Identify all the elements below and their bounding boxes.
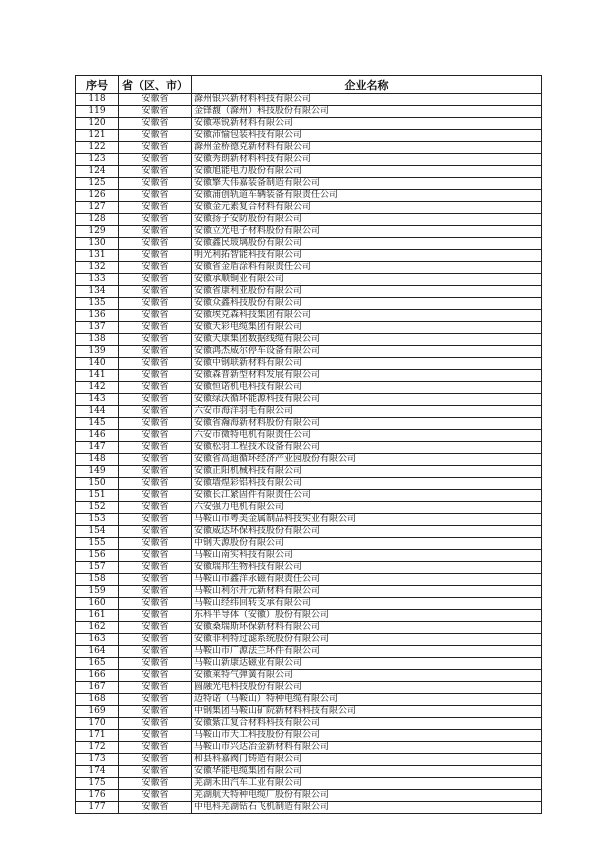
- row-province: 安徽省: [119, 430, 192, 442]
- row-serial-number: 140: [76, 358, 119, 370]
- row-serial-number: 158: [76, 574, 119, 586]
- row-serial-number: 153: [76, 514, 119, 526]
- row-company-name: 安徽省高迪循环经济产业园股份有限公司: [192, 454, 542, 466]
- row-company-name: 安徽众鑫科技股份有限公司: [192, 298, 542, 310]
- row-serial-number: 165: [76, 658, 119, 670]
- table-row: [76, 718, 542, 730]
- row-serial-number: 177: [76, 802, 119, 814]
- table-row: [76, 178, 542, 190]
- row-serial-number: 123: [76, 154, 119, 166]
- row-company-name: 马鞍山新康达磁业有限公司: [192, 658, 542, 670]
- table-row: [76, 142, 542, 154]
- row-province: 安徽省: [119, 394, 192, 406]
- table-row: [76, 790, 542, 802]
- table-row: [76, 670, 542, 682]
- row-serial-number: 170: [76, 718, 119, 730]
- row-company-name: 安徽擎天伟嘉装备制造有限公司: [192, 178, 542, 190]
- row-company-name: 马鞍山市天工科技股份有限公司: [192, 730, 542, 742]
- table-row: [76, 514, 542, 526]
- row-serial-number: 172: [76, 742, 119, 754]
- table-row: [76, 334, 542, 346]
- row-serial-number: 166: [76, 670, 119, 682]
- row-province: 安徽省: [119, 118, 192, 130]
- row-province: 安徽省: [119, 106, 192, 118]
- row-province: 安徽省: [119, 634, 192, 646]
- row-company-name: 安徽埃克森科技集团有限公司: [192, 310, 542, 322]
- row-serial-number: 157: [76, 562, 119, 574]
- row-serial-number: 142: [76, 382, 119, 394]
- table-row: [76, 370, 542, 382]
- row-province: 安徽省: [119, 166, 192, 178]
- row-company-name: 安徽绿沃循环能源科技有限公司: [192, 394, 542, 406]
- table-row: [76, 526, 542, 538]
- row-province: 安徽省: [119, 466, 192, 478]
- table-row: [76, 430, 542, 442]
- row-serial-number: 167: [76, 682, 119, 694]
- row-province: 安徽省: [119, 526, 192, 538]
- row-serial-number: 152: [76, 502, 119, 514]
- table-row: [76, 310, 542, 322]
- table-row: [76, 238, 542, 250]
- row-serial-number: 175: [76, 778, 119, 790]
- table-row: [76, 130, 542, 142]
- table-row: [76, 418, 542, 430]
- table-row: [76, 286, 542, 298]
- row-company-name: 滁州银兴新材料科技有限公司: [192, 94, 542, 106]
- table-row: [76, 106, 542, 118]
- row-serial-number: 176: [76, 790, 119, 802]
- row-province: 安徽省: [119, 766, 192, 778]
- row-province: 安徽省: [119, 742, 192, 754]
- table-row: [76, 658, 542, 670]
- row-serial-number: 163: [76, 634, 119, 646]
- header-serial-number: 序号: [76, 76, 119, 94]
- row-province: 安徽省: [119, 586, 192, 598]
- table-row: [76, 706, 542, 718]
- row-company-name: 安徽松羽工程技术设备有限公司: [192, 442, 542, 454]
- row-serial-number: 121: [76, 130, 119, 142]
- table-row: [76, 298, 542, 310]
- row-province: 安徽省: [119, 358, 192, 370]
- row-serial-number: 161: [76, 610, 119, 622]
- row-province: 安徽省: [119, 682, 192, 694]
- row-company-name: 安徽省金盾涂料有限责任公司: [192, 262, 542, 274]
- row-province: 安徽省: [119, 142, 192, 154]
- table-row: [76, 538, 542, 550]
- row-province: 安徽省: [119, 538, 192, 550]
- row-company-name: 马鞍山南实科技有限公司: [192, 550, 542, 562]
- row-province: 安徽省: [119, 286, 192, 298]
- row-province: 安徽省: [119, 490, 192, 502]
- table-row: [76, 394, 542, 406]
- table-row: [76, 274, 542, 286]
- table-row: [76, 382, 542, 394]
- row-serial-number: 149: [76, 466, 119, 478]
- row-province: 安徽省: [119, 274, 192, 286]
- row-serial-number: 139: [76, 346, 119, 358]
- table-row: [76, 154, 542, 166]
- row-company-name: 安徽浦创轨道车辆装备有限责任公司: [192, 190, 542, 202]
- table-row: [76, 550, 542, 562]
- row-company-name: 和县科嘉阀门铸造有限公司: [192, 754, 542, 766]
- row-serial-number: 118: [76, 94, 119, 106]
- row-company-name: 马鞍山市兴达冶金新材料有限公司: [192, 742, 542, 754]
- row-serial-number: 132: [76, 262, 119, 274]
- row-province: 安徽省: [119, 214, 192, 226]
- row-serial-number: 143: [76, 394, 119, 406]
- row-company-name: 马鞍山利尔开元新材料有限公司: [192, 586, 542, 598]
- row-company-name: 安徽旭能电力股份有限公司: [192, 166, 542, 178]
- table-row: [76, 250, 542, 262]
- row-province: 安徽省: [119, 598, 192, 610]
- row-company-name: 安徽鑫民玻璃股份有限公司: [192, 238, 542, 250]
- table-row: [76, 118, 542, 130]
- table-row: [76, 358, 542, 370]
- row-serial-number: 134: [76, 286, 119, 298]
- table-row: [76, 190, 542, 202]
- row-company-name: 滁州金桥德克新材料有限公司: [192, 142, 542, 154]
- table-row: [76, 346, 542, 358]
- row-serial-number: 174: [76, 766, 119, 778]
- row-company-name: 中钢集团马鞍山矿院新材料科技有限公司: [192, 706, 542, 718]
- row-province: 安徽省: [119, 706, 192, 718]
- table-row: [76, 478, 542, 490]
- row-company-name: 安徽菲利特过滤系统股份有限公司: [192, 634, 542, 646]
- table-row: [76, 562, 542, 574]
- row-company-name: 金锋馥（滁州）科技股份有限公司: [192, 106, 542, 118]
- row-serial-number: 124: [76, 166, 119, 178]
- table-row: [76, 802, 542, 814]
- table-row: [76, 454, 542, 466]
- row-province: 安徽省: [119, 550, 192, 562]
- row-province: 安徽省: [119, 514, 192, 526]
- row-serial-number: 164: [76, 646, 119, 658]
- row-serial-number: 151: [76, 490, 119, 502]
- row-province: 安徽省: [119, 406, 192, 418]
- table-row: [76, 742, 542, 754]
- row-company-name: 安徽天彩电缆集团有限公司: [192, 322, 542, 334]
- row-serial-number: 126: [76, 190, 119, 202]
- row-serial-number: 138: [76, 334, 119, 346]
- row-province: 安徽省: [119, 226, 192, 238]
- row-province: 安徽省: [119, 178, 192, 190]
- table-row: [76, 598, 542, 610]
- row-serial-number: 145: [76, 418, 119, 430]
- row-company-name: 安徽天康集团数据线缆有限公司: [192, 334, 542, 346]
- row-province: 安徽省: [119, 154, 192, 166]
- table-row: [76, 682, 542, 694]
- row-province: 安徽省: [119, 730, 192, 742]
- table-body: [76, 94, 542, 814]
- row-province: 安徽省: [119, 334, 192, 346]
- row-province: 安徽省: [119, 190, 192, 202]
- row-province: 安徽省: [119, 238, 192, 250]
- table-row: [76, 610, 542, 622]
- row-serial-number: 155: [76, 538, 119, 550]
- row-company-name: 安徽沛愉包装科技有限公司: [192, 130, 542, 142]
- row-company-name: 安徽承顺铜业有限公司: [192, 274, 542, 286]
- table-row: [76, 214, 542, 226]
- row-company-name: 马鞍山经纬回转支承有限公司: [192, 598, 542, 610]
- table-row: [76, 490, 542, 502]
- row-serial-number: 119: [76, 106, 119, 118]
- row-province: 安徽省: [119, 454, 192, 466]
- table-row: [76, 586, 542, 598]
- row-company-name: 东科半导体（安徽）股份有限公司: [192, 610, 542, 622]
- row-province: 安徽省: [119, 202, 192, 214]
- row-province: 安徽省: [119, 322, 192, 334]
- row-company-name: 安徽恒诺机电科技有限公司: [192, 382, 542, 394]
- row-company-name: 安徽墙煌彩铝科技有限公司: [192, 478, 542, 490]
- row-serial-number: 160: [76, 598, 119, 610]
- row-province: 安徽省: [119, 298, 192, 310]
- row-company-name: 安徽中钢联新材料有限公司: [192, 358, 542, 370]
- row-company-name: 安徽省瀚海新材料股份有限公司: [192, 418, 542, 430]
- row-province: 安徽省: [119, 754, 192, 766]
- row-company-name: 安徽紫江复合材料科技有限公司: [192, 718, 542, 730]
- table-row: [76, 406, 542, 418]
- header-province: 省（区、市）: [119, 76, 192, 94]
- row-province: 安徽省: [119, 382, 192, 394]
- row-province: 安徽省: [119, 610, 192, 622]
- row-province: 安徽省: [119, 562, 192, 574]
- row-serial-number: 130: [76, 238, 119, 250]
- header-company-name: 企业名称: [192, 76, 542, 94]
- row-serial-number: 137: [76, 322, 119, 334]
- row-serial-number: 150: [76, 478, 119, 490]
- row-province: 安徽省: [119, 622, 192, 634]
- row-company-name: 马鞍山市鑫洋永磁有限责任公司: [192, 574, 542, 586]
- row-province: 安徽省: [119, 646, 192, 658]
- row-company-name: 中电科芜湖钻石飞机制造有限公司: [192, 802, 542, 814]
- row-serial-number: 125: [76, 178, 119, 190]
- table-row: [76, 574, 542, 586]
- table-row: [76, 778, 542, 790]
- table-row: [76, 694, 542, 706]
- row-province: 安徽省: [119, 790, 192, 802]
- row-serial-number: 171: [76, 730, 119, 742]
- row-serial-number: 154: [76, 526, 119, 538]
- row-serial-number: 131: [76, 250, 119, 262]
- row-company-name: 六安强力电机有限公司: [192, 502, 542, 514]
- row-serial-number: 159: [76, 586, 119, 598]
- row-province: 安徽省: [119, 442, 192, 454]
- row-serial-number: 127: [76, 202, 119, 214]
- row-company-name: 安徽鸿杰威尔停车设备有限公司: [192, 346, 542, 358]
- row-serial-number: 168: [76, 694, 119, 706]
- row-serial-number: 147: [76, 442, 119, 454]
- row-serial-number: 122: [76, 142, 119, 154]
- row-company-name: 安徽金元素复合材料有限公司: [192, 202, 542, 214]
- table-row: [76, 634, 542, 646]
- row-province: 安徽省: [119, 130, 192, 142]
- table-row: [76, 202, 542, 214]
- table-row: [76, 730, 542, 742]
- row-serial-number: 129: [76, 226, 119, 238]
- row-serial-number: 156: [76, 550, 119, 562]
- table-row: [76, 322, 542, 334]
- row-province: 安徽省: [119, 370, 192, 382]
- row-company-name: 芜湖禾田汽车工业有限公司: [192, 778, 542, 790]
- row-serial-number: 146: [76, 430, 119, 442]
- row-province: 安徽省: [119, 670, 192, 682]
- row-province: 安徽省: [119, 346, 192, 358]
- row-serial-number: 136: [76, 310, 119, 322]
- row-company-name: 芜湖航天特种电缆厂股份有限公司: [192, 790, 542, 802]
- table-row: [76, 94, 542, 106]
- row-company-name: 安徽省康利亚股份有限公司: [192, 286, 542, 298]
- row-serial-number: 128: [76, 214, 119, 226]
- row-province: 安徽省: [119, 502, 192, 514]
- row-company-name: 明光利拓智能科技有限公司: [192, 250, 542, 262]
- row-serial-number: 133: [76, 274, 119, 286]
- table-row: [76, 646, 542, 658]
- row-province: 安徽省: [119, 418, 192, 430]
- table-row: [76, 466, 542, 478]
- row-company-name: 安徽森普新型材料发展有限公司: [192, 370, 542, 382]
- row-company-name: 迈特诺（马鞍山）特种电缆有限公司: [192, 694, 542, 706]
- row-company-name: 安徽华能电缆集团有限公司: [192, 766, 542, 778]
- row-province: 安徽省: [119, 94, 192, 106]
- row-province: 安徽省: [119, 718, 192, 730]
- row-serial-number: 144: [76, 406, 119, 418]
- row-company-name: 安徽威达环保科技股份有限公司: [192, 526, 542, 538]
- table-row: [76, 262, 542, 274]
- row-serial-number: 135: [76, 298, 119, 310]
- table-row: [76, 754, 542, 766]
- row-province: 安徽省: [119, 658, 192, 670]
- table-row: [76, 442, 542, 454]
- row-serial-number: 173: [76, 754, 119, 766]
- row-company-name: 安徽桑瑞斯环保新材料有限公司: [192, 622, 542, 634]
- row-company-name: 安徽立光电子材料股份有限公司: [192, 226, 542, 238]
- row-province: 安徽省: [119, 262, 192, 274]
- row-company-name: 马鞍山市粤美金属制品科技实业有限公司: [192, 514, 542, 526]
- row-province: 安徽省: [119, 694, 192, 706]
- row-serial-number: 162: [76, 622, 119, 634]
- row-province: 安徽省: [119, 250, 192, 262]
- row-serial-number: 169: [76, 706, 119, 718]
- row-serial-number: 120: [76, 118, 119, 130]
- company-list-sheet: [75, 75, 541, 814]
- row-company-name: 安徽扬子安防股份有限公司: [192, 214, 542, 226]
- row-company-name: 六安市微特电机有限责任公司: [192, 430, 542, 442]
- row-serial-number: 148: [76, 454, 119, 466]
- table-row: [76, 622, 542, 634]
- row-province: 安徽省: [119, 574, 192, 586]
- row-company-name: 马鞍山市广源法兰环件有限公司: [192, 646, 542, 658]
- row-company-name: 安徽正阳机械科技有限公司: [192, 466, 542, 478]
- company-table: [75, 75, 542, 814]
- row-company-name: 中钢天源股份有限公司: [192, 538, 542, 550]
- row-company-name: 安徽瑞邦生物科技有限公司: [192, 562, 542, 574]
- row-province: 安徽省: [119, 310, 192, 322]
- row-serial-number: 141: [76, 370, 119, 382]
- row-province: 安徽省: [119, 778, 192, 790]
- table-row: [76, 166, 542, 178]
- row-company-name: 安徽长江紧固件有限责任公司: [192, 490, 542, 502]
- row-company-name: 圆融光电科技股份有限公司: [192, 682, 542, 694]
- row-company-name: 六安市海洋羽毛有限公司: [192, 406, 542, 418]
- table-row: [76, 766, 542, 778]
- row-province: 安徽省: [119, 802, 192, 814]
- table-row: [76, 226, 542, 238]
- row-company-name: 安徽寒锐新材料有限公司: [192, 118, 542, 130]
- row-company-name: 安徽莱特气弹簧有限公司: [192, 670, 542, 682]
- table-header-row: [76, 76, 542, 94]
- row-province: 安徽省: [119, 478, 192, 490]
- row-company-name: 安徽秀朗新材料科技有限公司: [192, 154, 542, 166]
- table-row: [76, 502, 542, 514]
